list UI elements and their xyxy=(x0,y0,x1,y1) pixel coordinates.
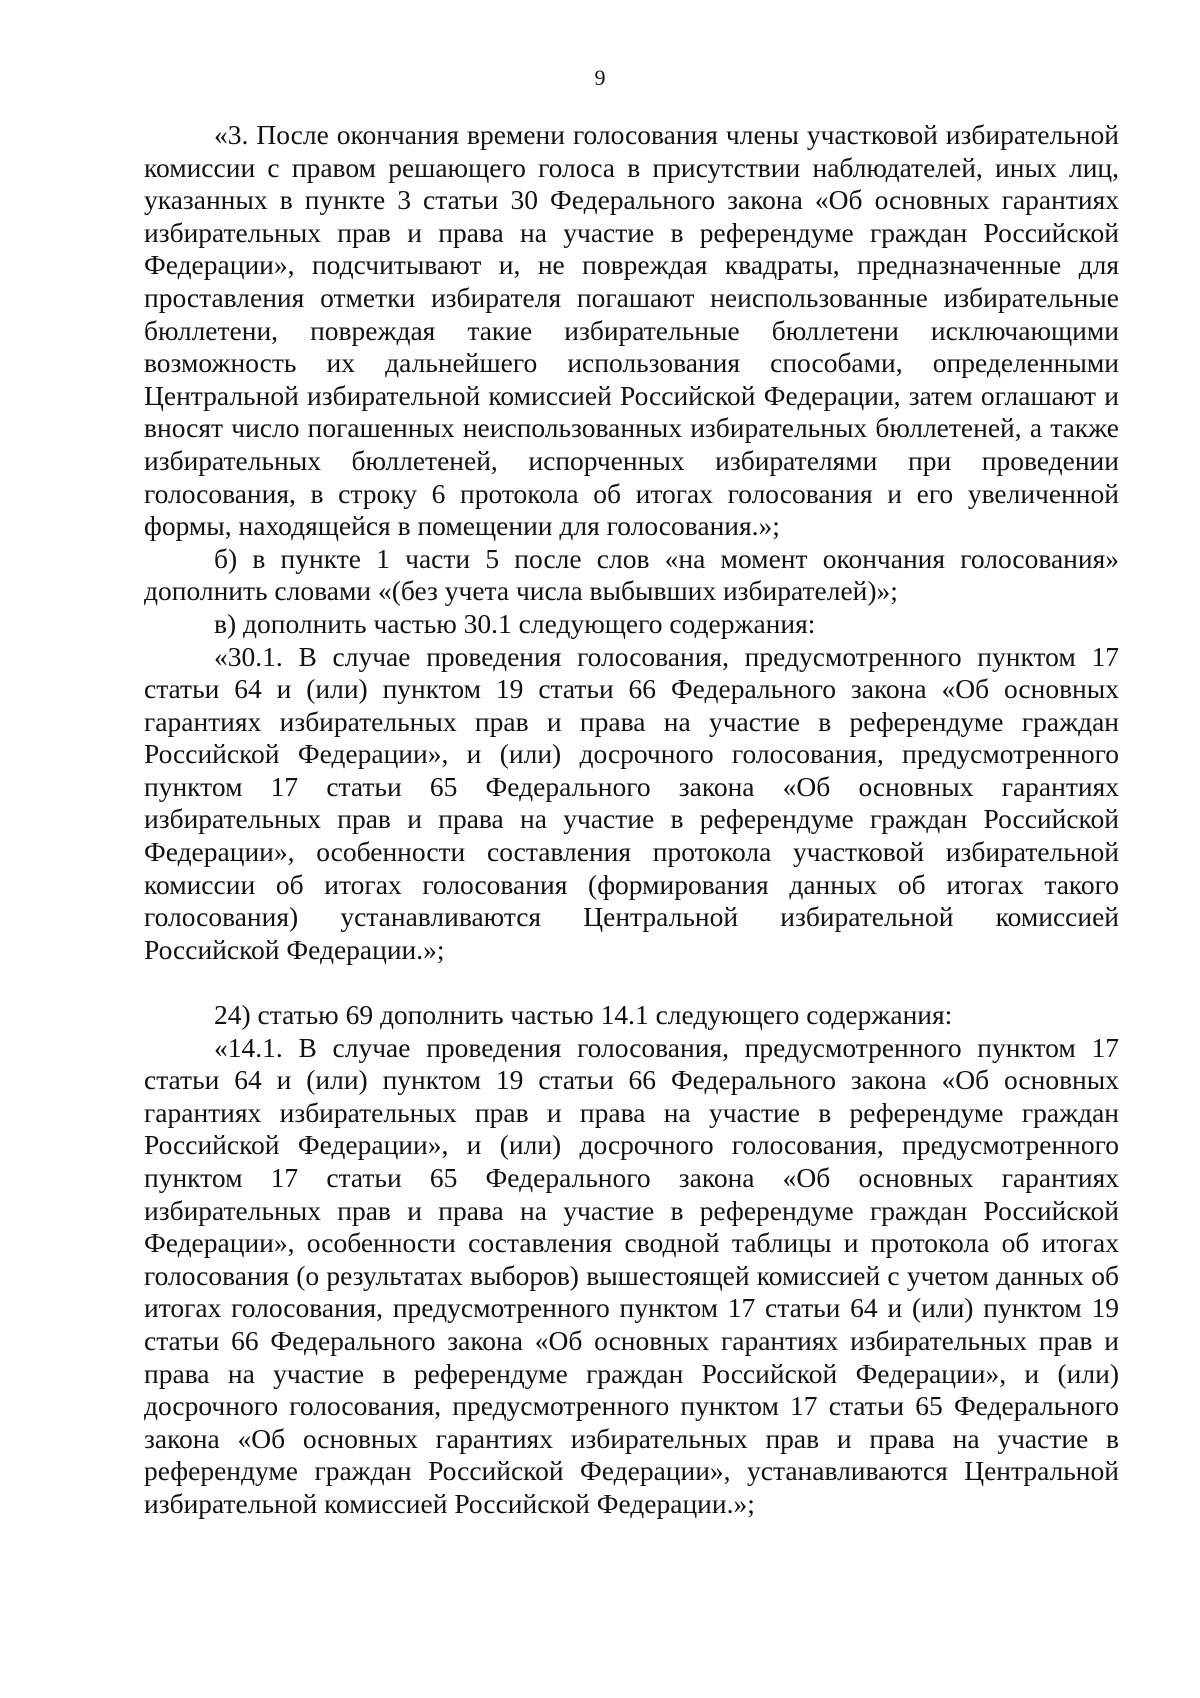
paragraph-clause-30-1: «30.1. В случае проведения голосования, предусмотренного пунктом 17 статьи 64 и (или) пунктом 19 статьи 66 Федерального закона «Об основных гарантиях избирательных прав и права на участие в референдуме граждан Российской Федерации», и (или) досрочного голосования, предусмотренного пунктом 17 статьи 65 Федерального закона «Об основных гарантиях избирательных прав и права на участие в референдуме граждан Российской Федерации», особенности составления протокола участковой избирательной комиссии об итогах голосования (формирования данных об итогах такого голосования) устанавливаются Центральной избирательной комиссией Российской Федерации.»; xyxy=(144,640,1119,965)
paragraph-amendment-v: в) дополнить частью 30.1 следующего содержания: xyxy=(214,607,816,639)
document-body xyxy=(144,119,1119,1521)
paragraph-amendment-b: б) в пункте 1 части 5 после слов «на момент окончания голосования» дополнить словами «(без учета числа выбывших избирателей)»; xyxy=(144,542,1119,607)
page-number: 9 xyxy=(594,65,606,90)
paragraph-clause-14-1: «14.1. В случае проведения голосования, предусмотренного пунктом 17 статьи 64 и (или) пунктом 19 статьи 66 Федерального закона «Об основных гарантиях избирательных прав и права на участие в референдуме граждан Российской Федерации», и (или) досрочного голосования, предусмотренного пунктом 17 статьи 65 Федерального закона «Об основных гарантиях избирательных прав и права на участие в референдуме граждан Российской Федерации», особенности составления сводной таблицы и протокола об итогах голосования (о результатах выборов) вышестоящей комиссией с учетом данных об итогах голосования, предусмотренного пунктом 17 статьи 64 и (или) пунктом 19 статьи 66 Федерального закона «Об основных гарантиях избирательных прав и права на участие в референдуме граждан Российской Федерации», и (или) досрочного голосования, предусмотренного пунктом 17 статьи 65 Федерального закона «Об основных гарантиях избирательных прав и права на участие в референдуме граждан Российской Федерации», устанавливаются Центральной избирательной комиссией Российской Федерации.»; xyxy=(144,1031,1119,1519)
paragraph-item-24: 24) статью 69 дополнить частью 14.1 следующего содержания: xyxy=(214,999,953,1031)
paragraph-clause-3: «3. После окончания времени голосования члены участковой избирательной комиссии с правом решающего голоса в присутствии наблюдателей, иных лиц, указанных в пункте 3 статьи 30 Федерального закона «Об основных гарантиях избирательных прав и права на участие в референдуме граждан Российской Федерации», подсчитывают и, не повреждая квадраты, предназначенные для проставления отметки избирателя погашают неиспользованные избирательные бюллетени, повреждая такие избирательные бюллетени исключающими возможность их дальнейшего использования способами, определенными Центральной избирательной комиссией Российской Федерации, затем оглашают и вносят число погашенных неиспользованных избирательных бюллетеней, а также избирательных бюллетеней, испорченных избирателями при проведении голосования, в строку 6 протокола об итогах голосования и его увеличенной формы, находящейся в помещении для голосования.»; xyxy=(144,119,1119,542)
paragraph-spacer xyxy=(144,966,1119,999)
